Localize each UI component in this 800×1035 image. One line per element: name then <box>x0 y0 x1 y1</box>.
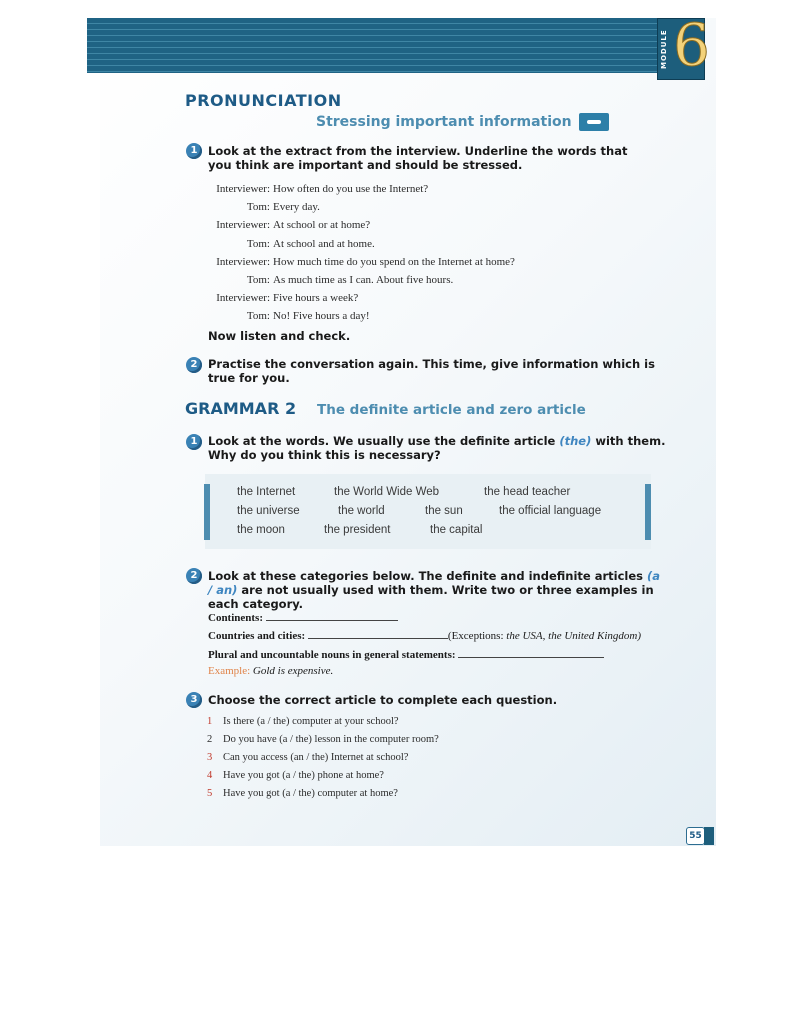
speaker-label: Tom: <box>246 274 270 287</box>
question-text: Do you have (a / the) lesson in the computer room? <box>223 734 439 745</box>
exercise-number-badge: 1 <box>186 434 202 450</box>
dialogue-line: Five hours a week? <box>273 292 359 305</box>
exercise-number-badge: 3 <box>186 692 202 708</box>
word-item: the capital <box>430 524 483 536</box>
grammar-heading: GRAMMAR 2 <box>185 399 297 418</box>
example-line <box>208 665 333 677</box>
dialogue-line: At school or at home? <box>273 219 371 232</box>
speaker-label: Interviewer: <box>216 183 270 196</box>
grammar-subheading: The definite article and zero article <box>317 402 586 418</box>
example-label: Example: <box>208 665 251 677</box>
instruction-text: Look at the words. We usually use the definite article <box>208 434 560 448</box>
dialogue-line: As much time as I can. About five hours. <box>273 274 454 287</box>
question-text: Have you got (a / the) phone at home? <box>223 770 384 781</box>
question-text: Is there (a / the) computer at your school? <box>223 716 399 727</box>
countries-answer-blank[interactable] <box>308 628 448 639</box>
word-box-right-bar <box>645 484 651 540</box>
dialogue-line: How often do you use the Internet? <box>273 183 429 196</box>
article-term: (the) <box>559 434 592 448</box>
question-item <box>207 788 398 799</box>
dialogue-row <box>206 271 606 289</box>
pronunciation-ex1-instruction: Look at the extract from the interview. Underline the words that you think are important and should be stressed. <box>208 144 628 172</box>
dialogue-row <box>206 198 606 216</box>
plural-answer-blank[interactable] <box>458 647 604 658</box>
question-item <box>207 734 439 745</box>
page-number-tab <box>704 827 714 845</box>
audio-cd-icon[interactable] <box>579 113 609 131</box>
speaker-label: Tom: <box>246 201 270 214</box>
exceptions-label: (Exceptions: <box>447 630 507 642</box>
word-box-left-bar <box>204 484 210 540</box>
countries-label: Countries and cities: <box>208 630 306 642</box>
page-number: 55 <box>686 827 705 845</box>
speaker-label: Interviewer: <box>216 219 270 232</box>
dialogue-row <box>206 307 606 325</box>
word-item: the world <box>338 505 385 517</box>
speaker-label: Interviewer: <box>216 255 270 268</box>
question-item <box>207 752 408 763</box>
interview-dialogue <box>206 180 606 326</box>
question-number: 2 <box>207 734 213 745</box>
speaker-label: Interviewer: <box>216 292 270 305</box>
word-item: the president <box>324 524 391 536</box>
grammar-ex3-instruction: Choose the correct article to complete each question. <box>208 693 558 707</box>
question-number: 4 <box>207 770 213 781</box>
plural-label: Plural and uncountable nouns in general statements: <box>208 649 456 661</box>
question-text: Have you got (a / the) computer at home? <box>223 788 398 799</box>
article-term: (a / an) <box>208 569 661 597</box>
speaker-label: Tom: <box>246 237 270 250</box>
dialogue-line: At school and at home. <box>273 237 375 250</box>
dialogue-row <box>206 253 606 271</box>
exercise-number-badge: 2 <box>186 568 202 584</box>
dialogue-row <box>206 216 606 234</box>
plural-row <box>208 647 604 661</box>
dialogue-row <box>206 180 606 198</box>
word-item: the head teacher <box>484 486 571 498</box>
grammar-ex2-instruction <box>208 569 668 611</box>
question-number: 3 <box>207 752 213 763</box>
question-number: 1 <box>207 716 213 727</box>
dialogue-line: No! Five hours a day! <box>273 310 370 323</box>
dialogue-row <box>206 289 606 307</box>
dialogue-row <box>206 235 606 253</box>
continents-row <box>208 610 398 624</box>
grammar-ex1-instruction <box>208 434 668 462</box>
word-item: the moon <box>237 524 285 536</box>
pronunciation-subheading: Stressing important information <box>316 114 572 130</box>
question-number: 5 <box>207 788 213 799</box>
module-number: 6 <box>673 11 710 79</box>
word-item: the official language <box>499 505 602 517</box>
word-item: the Internet <box>237 486 296 498</box>
pronunciation-heading: PRONUNCIATION <box>185 91 342 110</box>
dialogue-line: How much time do you spend on the Internet at home? <box>273 255 515 268</box>
question-item <box>207 770 384 781</box>
word-item: the universe <box>237 505 300 517</box>
speaker-label: Tom: <box>246 310 270 323</box>
exercise-number-badge: 2 <box>186 357 202 373</box>
exceptions-items: the USA, the United Kingdom) <box>506 630 642 642</box>
word-item: the World Wide Web <box>334 486 440 498</box>
continents-answer-blank[interactable] <box>266 610 398 621</box>
instruction-text: Look at these categories below. The definite and indefinite articles <box>208 569 647 583</box>
instruction-text: with them. Why do you think this is necessary? <box>208 434 666 462</box>
instruction-text: are not usually used with them. Write two or three examples in each category. <box>208 583 654 611</box>
top-banner <box>87 18 657 73</box>
exercise-number-badge: 1 <box>186 143 202 159</box>
dialogue-line: Every day. <box>273 201 320 214</box>
countries-row <box>208 628 641 642</box>
pronunciation-ex2-instruction: Practise the conversation again. This time, give information which is true for you. <box>208 357 655 385</box>
word-item: the sun <box>425 505 463 517</box>
question-item <box>207 716 399 727</box>
listen-check-text: Now listen and check. <box>208 329 351 343</box>
module-label: MODULE <box>660 29 668 69</box>
question-text: Can you access (an / the) Internet at school? <box>223 752 409 763</box>
example-text: Gold is expensive. <box>252 665 334 677</box>
continents-label: Continents: <box>208 612 264 624</box>
